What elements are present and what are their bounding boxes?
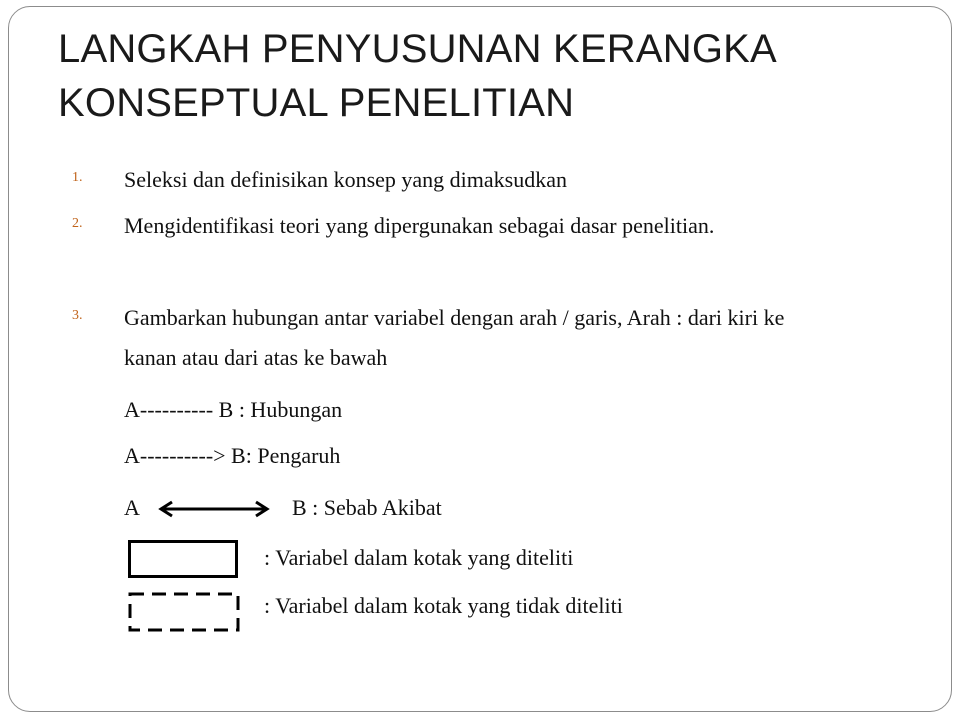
sebab-left-label: A [124,495,140,520]
sebab-right-label: B : Sebab Akibat [292,495,442,520]
step-text: Gambarkan hubungan antar variabel dengan arah / garis, Arah : dari kiri ke kanan atau dari atas ke bawah [124,305,785,370]
relation-hubungan: A---------- B : Hubungan [124,397,343,422]
step-number: 2. [72,216,83,231]
relation-pengaruh: A----------> B: Pengaruh [124,443,341,468]
step-number: 1. [72,170,83,185]
legend-solid-text: : Variabel dalam kotak yang diteliti [264,545,574,570]
legend-dashed-text: : Variabel dalam kotak yang tidak diteliti [264,593,623,618]
step-text: Mengidentifikasi teori yang dipergunakan sebagai dasar penelitian. [124,213,715,238]
step-number: 3. [72,308,83,323]
solid-box-icon [128,540,238,578]
slide-title: LANGKAH PENYUSUNAN KERANGKA KONSEPTUAL PENELITIAN [58,27,775,125]
double-arrow-icon [156,499,272,519]
dashed-box-icon [128,592,240,632]
step-text: Seleksi dan definisikan konsep yang dimaksudkan [124,167,567,192]
